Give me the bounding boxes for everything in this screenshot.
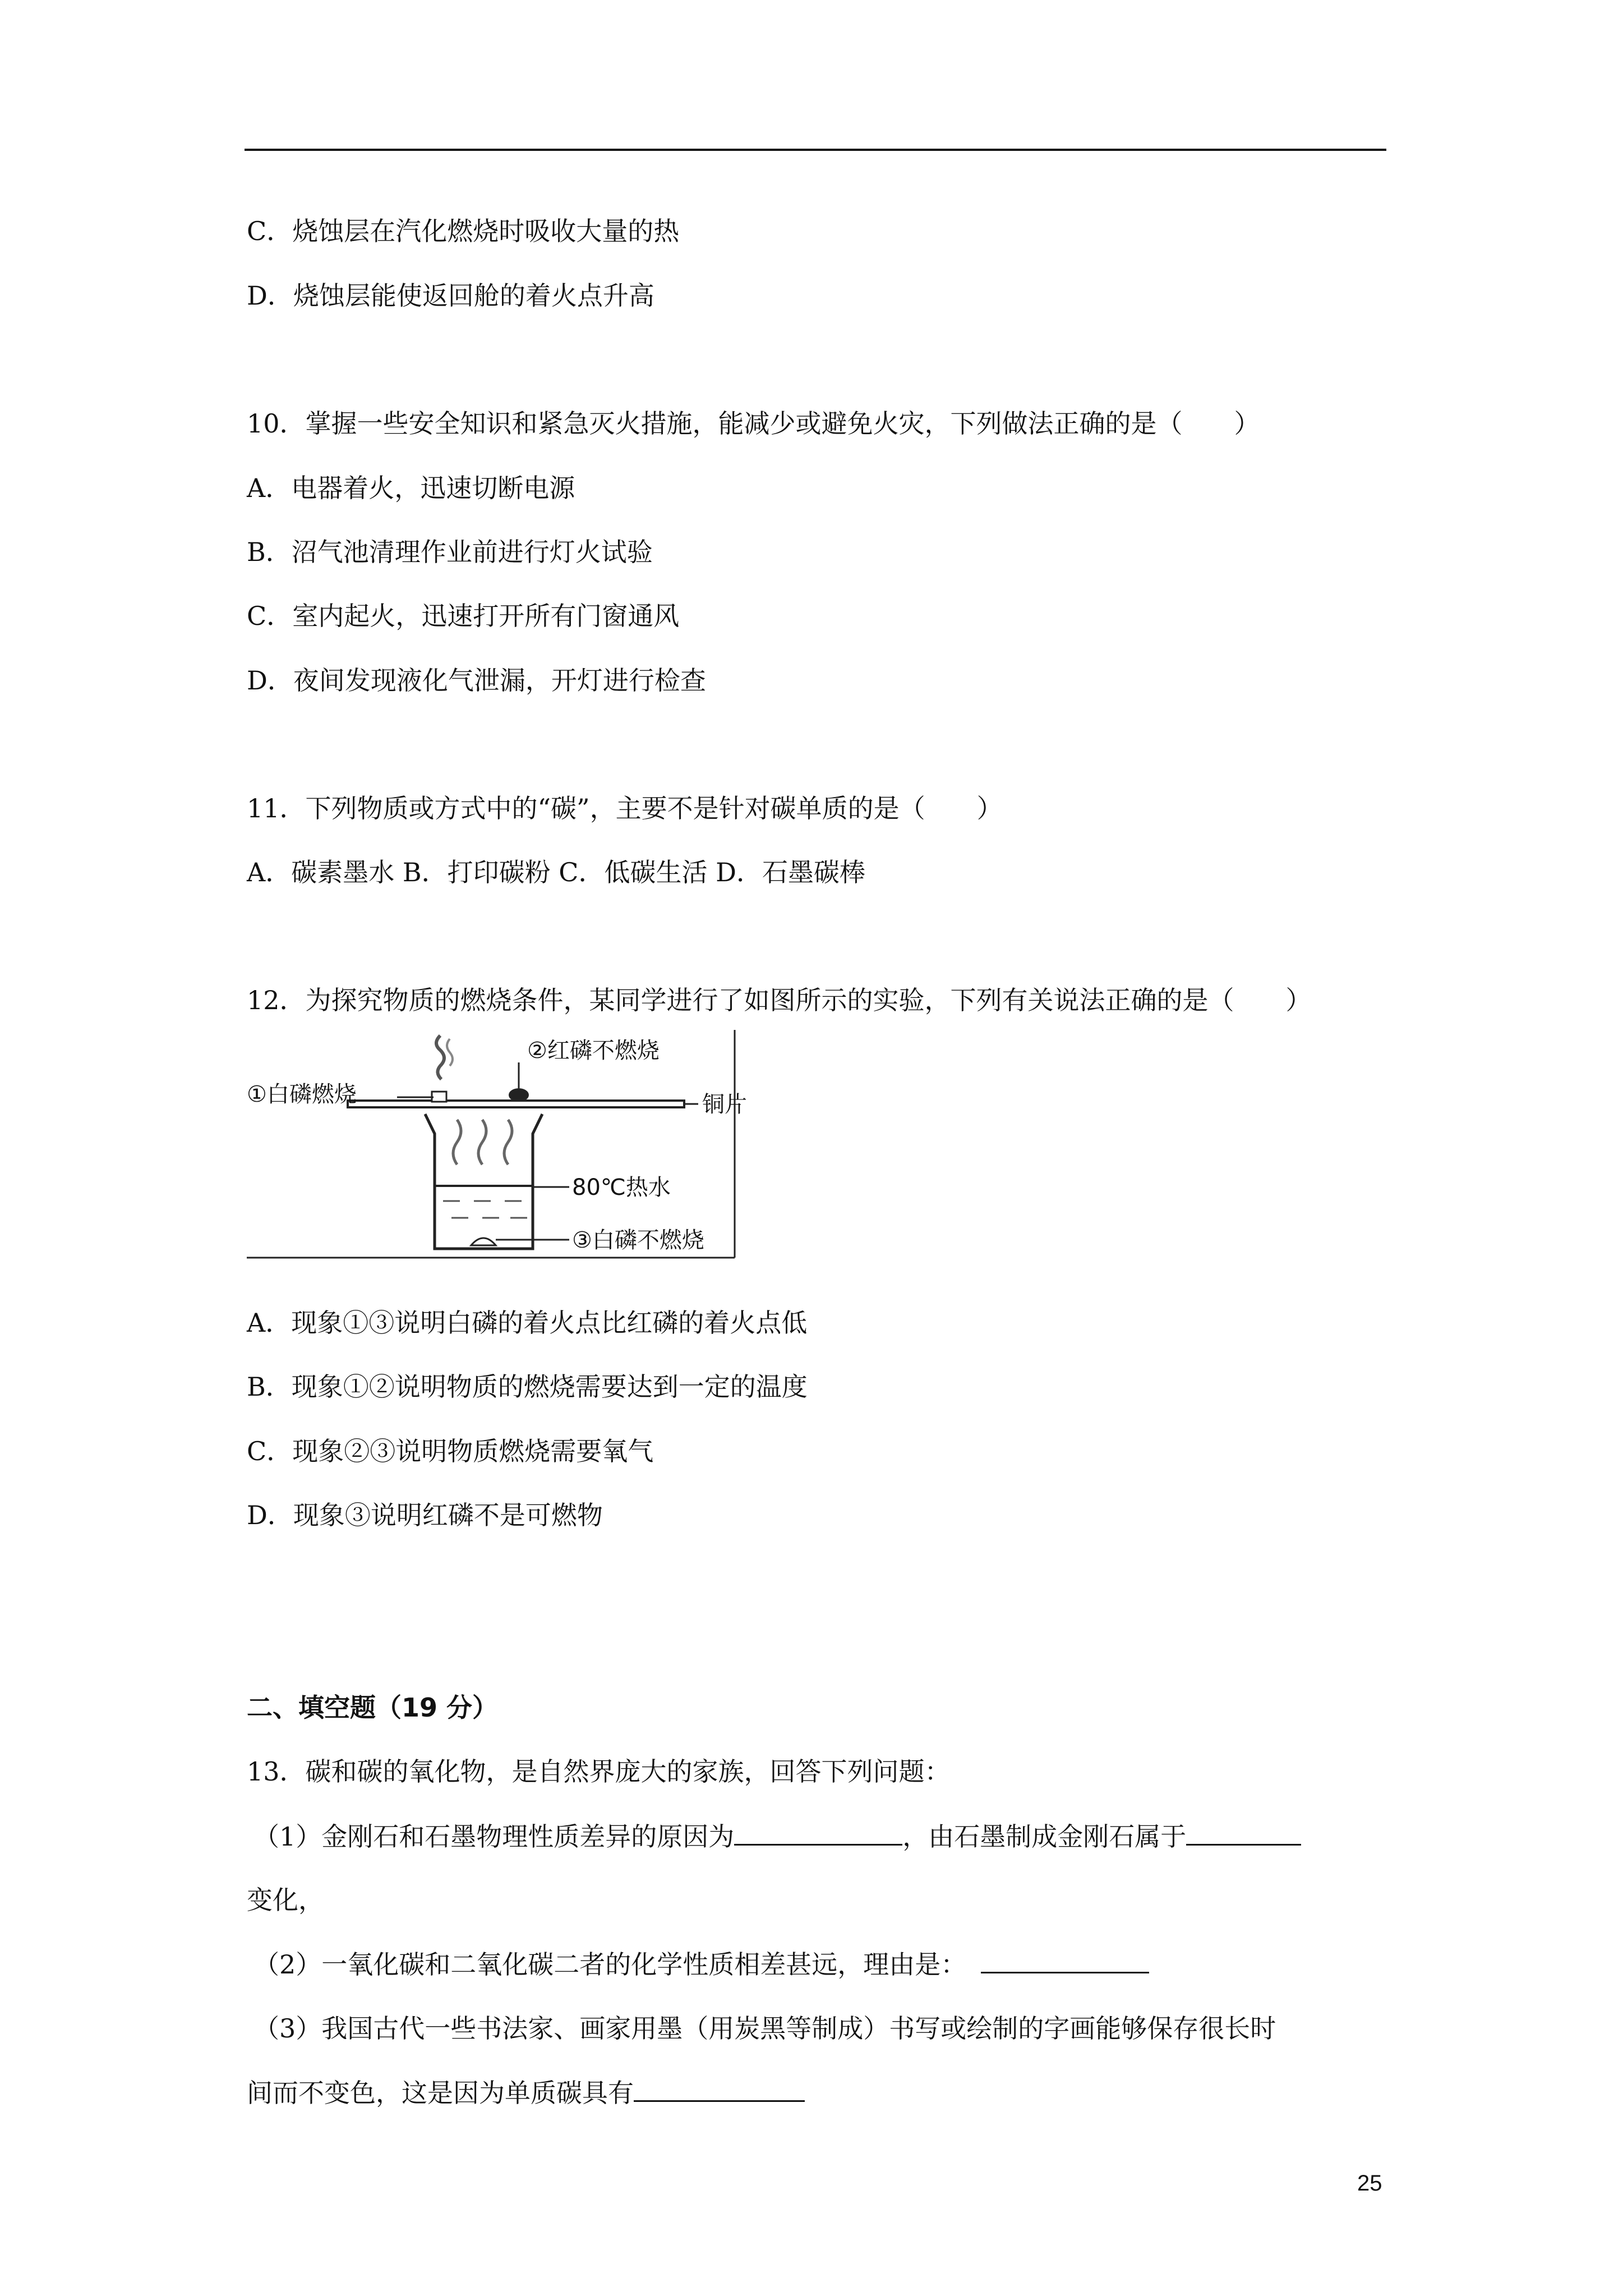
q13-part2-text: （2）一氧化碳和二氧化碳二者的化学性质相差甚远，理由是： [253,1949,967,1980]
answer-blank-2[interactable] [1186,1819,1301,1846]
answer-blank-1[interactable] [734,1819,902,1846]
q13-stem: 13．碳和碳的氧化物，是自然界庞大的家族，回答下列问题： [247,1756,951,1787]
q13-part3-line2 [247,2076,805,2110]
page-number: 25 [1357,2171,1382,2196]
label-hot-water: 80℃热水 [572,1175,671,1200]
header-rule [245,149,1386,151]
label-underwater-phosphorus: ③白磷不燃烧 [572,1227,704,1253]
label-white-phosphorus-burning: ①白磷燃烧 [247,1082,357,1107]
q13-part1 [253,1819,1301,1853]
q13-part3-line1: （3）我国古代一些书法家、画家用墨（用炭黑等制成）书写或绘制的字画能够保存很长时 [253,2013,1276,2044]
q13-part2 [253,1947,1149,1981]
combustion-experiment-figure [247,1030,747,1263]
q10-option-c: C．室内起火，迅速打开所有门窗通风 [247,601,680,631]
q13-part1-text-b: ，由石墨制成金刚石属于 [902,1821,1187,1852]
q10-stem: 10．掌握一些安全知识和紧急灭火措施，能减少或避免火灾，下列做法正确的是（ ） [247,408,1260,439]
q13-part1-cont: 变化， [247,1885,324,1915]
beaker [425,1114,542,1249]
q10-option-a: A．电器着火，迅速切断电源 [247,473,575,503]
q9-option-d: D．烧蚀层能使返回舱的着火点升高 [247,280,654,311]
smoke-icon-2 [447,1039,453,1066]
section-heading: 二、填空题（19 分） [247,1692,499,1723]
q10-option-d: D．夜间发现液化气泄漏，开灯进行检查 [247,665,706,696]
q12-stem: 12．为探究物质的燃烧条件，某同学进行了如图所示的实验，下列有关说法正确的是（ ） [247,985,1312,1015]
q12-option-b: B．现象①②说明物质的燃烧需要达到一定的温度 [247,1372,808,1402]
smoke-icon [436,1036,444,1079]
q13-part1-text-a: （1）金刚石和石墨物理性质差异的原因为 [253,1821,735,1852]
red-phosphorus [509,1088,529,1102]
q12-option-c: C．现象②③说明物质燃烧需要氧气 [247,1436,654,1466]
q13-part3-text: 间而不变色，这是因为单质碳具有 [247,2078,634,2108]
q9-option-c: C．烧蚀层在汽化燃烧时吸收大量的热 [247,216,680,246]
q11-options: A．碳素墨水 B．打印碳粉 C．低碳生活 D．石墨碳棒 [247,857,865,887]
answer-blank-3[interactable] [981,1947,1149,1973]
q12-option-a: A．现象①③说明白磷的着火点比红磷的着火点低 [247,1308,808,1338]
copper-plate [348,1101,684,1107]
label-red-phosphorus-not-burning: ②红磷不燃烧 [527,1038,660,1064]
q11-stem: 11．下列物质或方式中的“碳”，主要不是针对碳单质的是（ ） [247,793,1003,823]
label-copper-plate: 铜片 [702,1092,747,1117]
answer-blank-4[interactable] [634,2076,805,2102]
q12-option-d: D．现象③说明红磷不是可燃物 [247,1500,603,1530]
white-phosphorus-top [432,1092,446,1102]
q10-option-b: B．沼气池清理作业前进行灯火试验 [247,537,653,567]
white-phosphorus-underwater [471,1238,496,1245]
